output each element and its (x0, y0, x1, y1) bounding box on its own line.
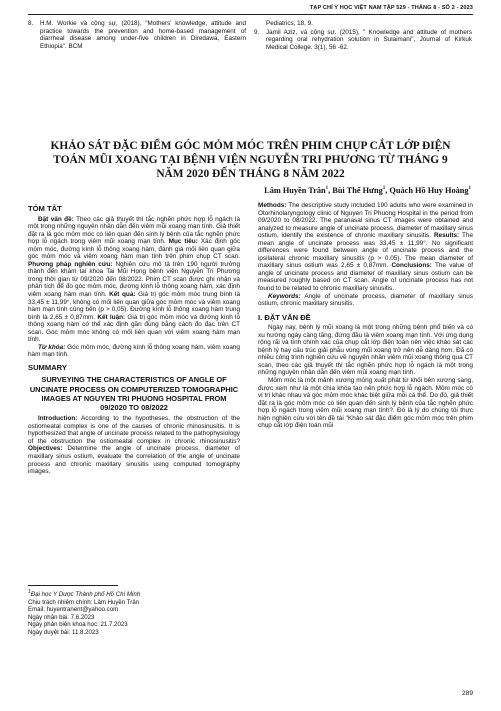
keywords-text: Angle of uncinate process, diameter of maxillary sinus ostium, chronic maxillary sinusitis. (258, 292, 473, 308)
reference-text: H.M. Workie và cộng sự, (2018), "Mothers' knowledge, attitude and practice towards the prevention and home-based management of diarrheal disease among under-five children in Diredawa, Eastern Ethiopia". BCM (40, 20, 246, 50)
footnote-rule (28, 585, 118, 586)
summary-label: Objectives: (28, 445, 63, 453)
abstract-label: Phương pháp nghiên cứu: (28, 260, 113, 268)
reference-item (28, 20, 246, 50)
accepted-date: Ngày duyệt bài: 11.8.2023 (28, 629, 99, 636)
reference-number: 8. (28, 20, 34, 27)
reference-item (254, 20, 472, 28)
keywords-vn (28, 344, 240, 359)
summary-text: The value of angle of uncinate process and diameter of maxillary sinus ostium can be measured roughly based on CT scan. Angle of uncinate process has not found to be related to chronic maxillary sinusitis. (258, 262, 473, 293)
summary-paragraph (258, 202, 473, 293)
summary-text: The descriptive study included 190 adults who were examined in Otorhinolaryngology clinic of Nguyen Tri Phuong Hospital in the period from 09/2020 to 08/2022. The paranasal sinus CT images were obtained and analyzed to measure angle of uncinate process, diameter of maxillary sinus ostium, identify the existence of chronic maxillary sinusitis. (258, 202, 473, 240)
section-heading-intro: I. ĐẶT VẤN ĐỀ (258, 312, 311, 322)
author-line (40, 186, 471, 195)
abstract-paragraph (28, 216, 240, 344)
abstract-label: Mục tiêu: (168, 238, 198, 246)
reference-text: Jamil Aziz, và cộng sự. (2015), " Knowledge and attitude of mothers regarding oral rehydration solution in Sulaimani", Journal of Kirkuk Medical College. 3(1), 56 -62. (266, 28, 472, 51)
reference-item (254, 29, 472, 52)
intro-paragraph-1: Ngày nay, bệnh lý mũi xoang là một trong những bệnh phổ biến và có xu hướng ngày càng tăng, đứng đầu là viêm xoang mạn tính. Với ứng dụng rộng rãi và tính chính xác của chụp cắt lớp điện toán nên việc khảo sát các bệnh lý hay cấu trúc giải phẫu vùng mũi xoang trở nên dễ dàng hơn. Đã có nhiều công trình nghiên cứu về nguyên nhân viêm mũi xoang thông qua CT scan, theo các giả thuyết thì tắc nghẽn phức hợp lỗ ngách là một trong những nguyên nhân dẫn đến viêm mũi xoang mạn tính. (258, 324, 473, 377)
abstract-label: Đặt vấn đề: (38, 215, 74, 223)
abstract-text: Giá trị góc mỏm móc và đường kính lỗ thông xoang hàm có thể xác định gần đúng bằng cách đo đạc trên CT scan. Góc mỏm móc không có mối liên quan với viêm xoang hàm mạn tính. (28, 313, 241, 344)
abstract-text: Theo các giả thuyết thì tắc nghẽn phức hợp lỗ ngách là một trong những nguyên nhân dẫn đến viêm mũi xoang mạn tính. Giả thiết đặt ra là góc mỏm móc có liên quan đến sinh lý bệnh của tắc nghẽn phức hợp lỗ ngách trong viêm mũi xoang mạn tính. (28, 215, 241, 246)
summary-label: Introduction: (38, 415, 78, 423)
reference-column-left (28, 20, 246, 51)
abstract-text: Nghiên cứu mô tả trên 190 người trưởng thành đến khám tai khoa Tai Mũi Họng bệnh viện Nguyễn Tri Phương trong thời gian từ 09/2020 đến 08/2022. Phim CT scan được ghi nhận và phân tích để đo góc mỏm móc, đường kính lỗ thông xoang hàm, xác định viêm xoang hàm mạn tính. (28, 260, 240, 299)
abstract-text: Xác định góc mỏm móc, đường kính lỗ thông xoang hàm, đánh giá mối liên quan giữa góc mỏm móc và viêm xoang hàm mạn tính trên phim chụp CT scan. (28, 238, 241, 261)
page-number: 289 (461, 690, 473, 697)
keywords-en (258, 293, 473, 308)
review-date: Ngày phản biện khoa học: 21.7.2023 (28, 621, 128, 629)
summary-label: Methods: (258, 202, 287, 209)
abstract-heading-vn: TÓM TẮT (28, 204, 62, 213)
keywords-text: Góc mỏm móc, đường kính lỗ thông xoang hàm, viêm xoang hàm mạn tính. (28, 343, 240, 359)
summary-text: Determine the angle of uncinate process, diameter of maxillary sinus ostium, evaluate the correlation of the angle of uncinate process and chronic maxillary sinusitis using computed tomography images. (28, 445, 240, 476)
intro-paragraph-2: Mỏm móc là một mảnh xương mỏng xuất phát từ khối bên xương sàng, được xem như là một chìa khóa tạo nên phức hợp lỗ ngách. Mỏm móc có vị trí khác nhau và góc mỏm móc khác biệt giữa mỗi cá thể. Do đó, giả thiết đặt ra là góc mỏm móc có liên quan đến sinh lý bệnh của tắc nghẽn phức hợp lỗ ngách trong viêm mũi xoang mạn tính?. Đó là lý do chúng tôi thực hiện nghiên cứu với tên đề tài "Khảo sát đặc điểm góc mỏm móc trên phim chụp cắt lớp điện toán mũi (258, 377, 473, 430)
summary-heading: SUMMARY (28, 362, 67, 372)
right-column (258, 202, 473, 430)
abstract-label: Kết luận: (97, 313, 126, 321)
affiliation: $^1$Đại học Y Dược Thành phố Hồ Chí Minh (28, 589, 141, 599)
summary-text: According to the hypotheses, the obstruction of the ostiomeatal complex is one of the causes of chronic rhinosinusitis. It is hypothesized that angle of uncinate process related to the pathophysiology of the obstruction the ostiomeatal complex in chronic rhinosinusitis? (28, 415, 240, 445)
keywords-label: Từ khóa: (38, 343, 66, 351)
header-rule (28, 14, 473, 15)
article-title: KHẢO SÁT ĐẶC ĐIỂM GÓC MỎM MÓC TRÊN PHIM CHỤP CẮT LỚP ĐIỆN TOÁN MŨI XOANG TẠI BỆNH VIỆN NGUYỄN TRI PHƯƠNG TỪ THÁNG 9 NĂM 2020 ĐẾN THÁNG 8 NĂM 2022 (50, 140, 451, 180)
reference-number (254, 20, 266, 28)
footnotes (28, 589, 240, 637)
received-date: Ngày nhận bài: 7.6.2023 (28, 613, 95, 621)
summary-text: The mean angle of uncinate process was 33,45 ± 11,99°. No significant differences were found between angle of uncinate process and the ipsilateral chronic maxillary sinusitis (p > 0.05). The mean diameter of maxillary sinus ostium was 2,65 ± 0,87mm. (258, 232, 473, 270)
abstract-label: Kết quả: (109, 291, 136, 299)
authors-text: Lâm Huyền Trân$^1$, Bùi Thế Hưng$^1$, Quách Hồ Huy Hoàng$^1$ (264, 186, 471, 195)
journal-header: TẠP CHÍ Y HỌC VIỆT NAM TẬP 529 - THÁNG 8 - SỐ 2 - 2023 (309, 5, 473, 11)
summary-label: Conclusions: (391, 262, 432, 270)
abstract-text: Giá trị góc mỏm móc trung bình là 33,45 ± 11,99°, không có mối liên quan giữa góc mỏm móc và viêm xoang hàm mạn tính cùng bên (p > 0,05). Đường kính lỗ thông xoang hàm trung bình là 2,65 ± 0,87mm. (28, 291, 240, 321)
summary-paragraph (28, 415, 240, 475)
summary-label: Results: (433, 232, 460, 240)
corresponding-author: Chịu trách nhiệm chính: Lâm Huyền Trân (28, 598, 140, 606)
reference-number: 9. (254, 28, 260, 36)
email: Email: huyentranent@yahoo.com (28, 606, 119, 614)
reference-text: Pediatrics, 18, 9. (266, 20, 313, 27)
reference-column-right (254, 20, 472, 52)
left-column (28, 202, 240, 476)
keywords-label: Keywords: (268, 292, 301, 300)
summary-title: SURVEYING THE CHARACTERISTICS OF ANGLE OF UNCINATE PROCESS ON COMPUTERIZED TOMOGRAPHIC IMAGES AT NGUYEN TRI PHUONG HOSPITAL FROM 09/2020 TO 08/2022 (29, 375, 239, 413)
